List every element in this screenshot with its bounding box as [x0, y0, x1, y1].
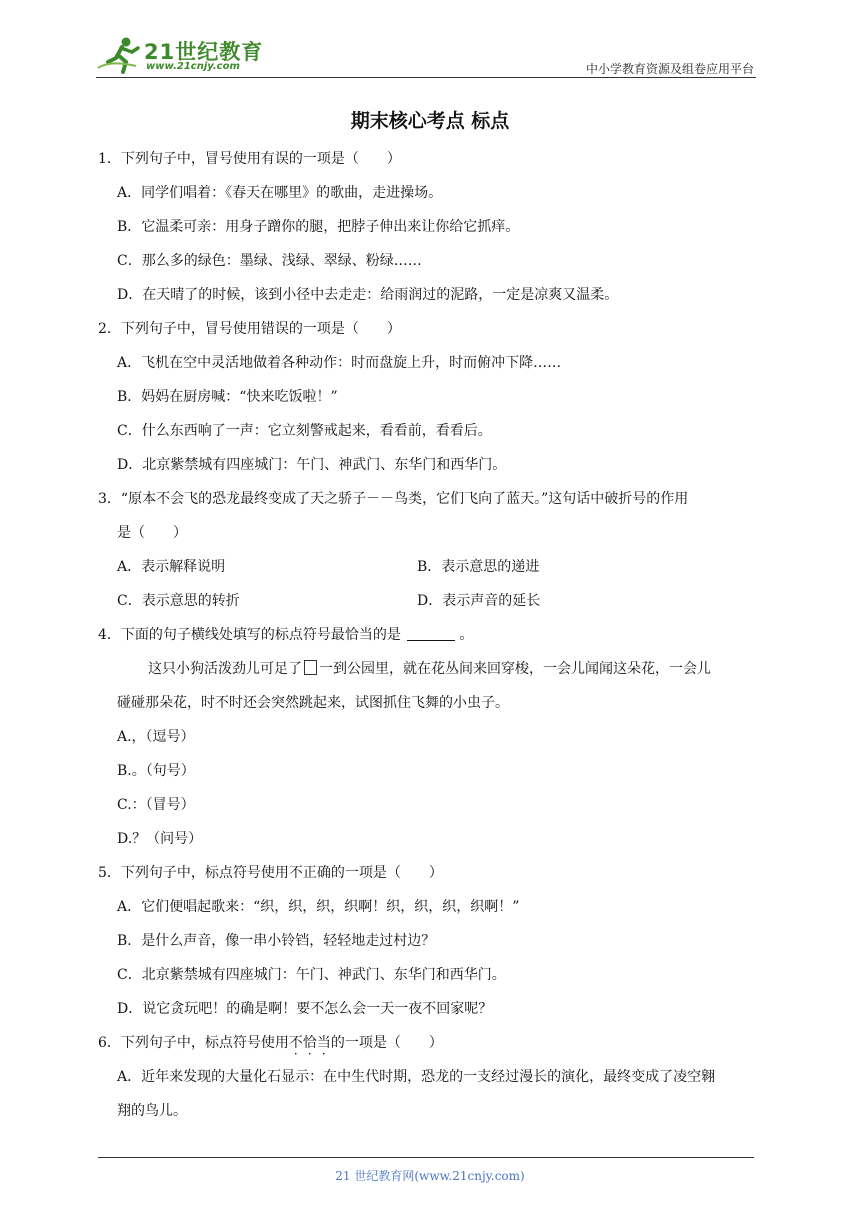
question-stem: 1．下列句子中，冒号使用有误的一项是（ ）	[98, 151, 401, 167]
option-b: B．它温柔可亲：用身子蹭你的腿，把脖子伸出来让你给它抓痒。	[117, 219, 520, 235]
option-d: D.？（问号）	[117, 831, 203, 847]
option-c: C．北京紫禁城有四座城门：午门、神武门、东华门和西华门。	[117, 967, 506, 983]
passage-line	[98, 656, 762, 690]
site-logo	[96, 36, 271, 74]
emphasis-char: 不	[288, 1035, 303, 1051]
platform-name: 中小学教育资源及组卷应用平台	[585, 62, 754, 76]
page-title: 期末核心考点 标点	[350, 110, 510, 132]
answer-blank	[407, 624, 455, 641]
passage-text: 这只小狗活泼劲儿可足了	[148, 661, 302, 677]
option-b: B．是什么声音，像一串小铃铛，轻轻地走过村边？	[117, 933, 436, 949]
option-a: A．它们便唱起歌来：“织，织，织，织啊！织，织，织，织啊！”	[117, 899, 520, 915]
option-b: B．妈妈在厨房喊：“快来吃饭啦！”	[117, 389, 338, 405]
footer-divider	[98, 1157, 754, 1158]
option-c: C．什么东西响了一声：它立刻警戒起来，看看前，看看后。	[117, 423, 492, 439]
question-list	[98, 146, 762, 1132]
question-stem	[98, 622, 762, 656]
header-divider	[96, 77, 756, 78]
question-stem	[98, 1030, 762, 1064]
option-d: D．在天晴了的时候，该到小径中去走走：给雨润过的泥路，一定是凉爽又温柔。	[117, 287, 619, 303]
option-c: C．表示意思的转折	[117, 593, 240, 609]
option-a: A．同学们唱着：《春天在哪里》的歌曲，走进操场。	[117, 185, 443, 201]
option-a-continued: 翔的鸟儿。	[117, 1103, 187, 1119]
logo-url: www.21cnjy.com	[146, 61, 240, 72]
question-stem-end: 。	[459, 627, 474, 643]
emphasis-char: 当	[316, 1035, 331, 1051]
option-d: D．北京紫禁城有四座城门：午门、神武门、东华门和西华门。	[117, 457, 507, 473]
option-c: C．那么多的绿色：墨绿、浅绿、翠绿、粉绿……	[117, 253, 422, 269]
emphasis-char: 恰	[302, 1035, 317, 1051]
question-stem-text: 6．下列句子中，标点符号使用	[98, 1035, 289, 1051]
option-a: A．近年来发现的大量化石显示：在中生代时期，恐龙的一支经过漫长的演化，最终变成了凌空翱	[117, 1069, 716, 1085]
blank-box	[304, 660, 317, 675]
runner-logo-icon	[96, 36, 142, 74]
question-stem-continued: 是（ ）	[117, 525, 187, 541]
page-header	[96, 30, 756, 78]
option-c: C.：（冒号）	[117, 797, 195, 813]
passage-line: 碰碰那朵花，时不时还会突然跳起来，试图抓住飞舞的小虫子。	[117, 695, 509, 711]
option-row	[98, 588, 762, 622]
option-d: D．说它贪玩吧！的确是啊！要不怎么会一天一夜不回家呢？	[117, 1001, 493, 1017]
option-b: B．表示意思的递进	[417, 559, 540, 575]
question-stem: 5．下列句子中，标点符号使用不正确的一项是（ ）	[98, 865, 443, 881]
question-stem-text: 的一项是（ ）	[330, 1035, 443, 1051]
option-a: A.，（逗号）	[117, 729, 195, 745]
option-d: D．表示声音的延长	[417, 593, 541, 609]
option-row	[98, 554, 762, 588]
option-a: A．表示解释说明	[117, 559, 226, 575]
passage-text: 一到公园里，就在花丛间来回穿梭，一会儿闻闻这朵花，一会儿	[319, 661, 711, 677]
logo-text: 21世纪教育	[144, 40, 264, 64]
option-b: B.。（句号）	[117, 763, 195, 779]
question-stem-text: 4．下面的句子横线处填写的标点符号最恰当的是	[98, 627, 401, 643]
question-stem: 2．下列句子中，冒号使用错误的一项是（ ）	[98, 321, 401, 337]
option-a: A．飞机在空中灵活地做着各种动作：时而盘旋上升，时而俯冲下降……	[117, 355, 562, 371]
question-stem: 3．“原本不会飞的恐龙最终变成了天之骄子－－鸟类，它们飞向了蓝天。”这句话中破折号的作用	[98, 491, 689, 507]
footer-link[interactable]: 21 世纪教育网(www.21cnjy.com)	[335, 1169, 525, 1183]
